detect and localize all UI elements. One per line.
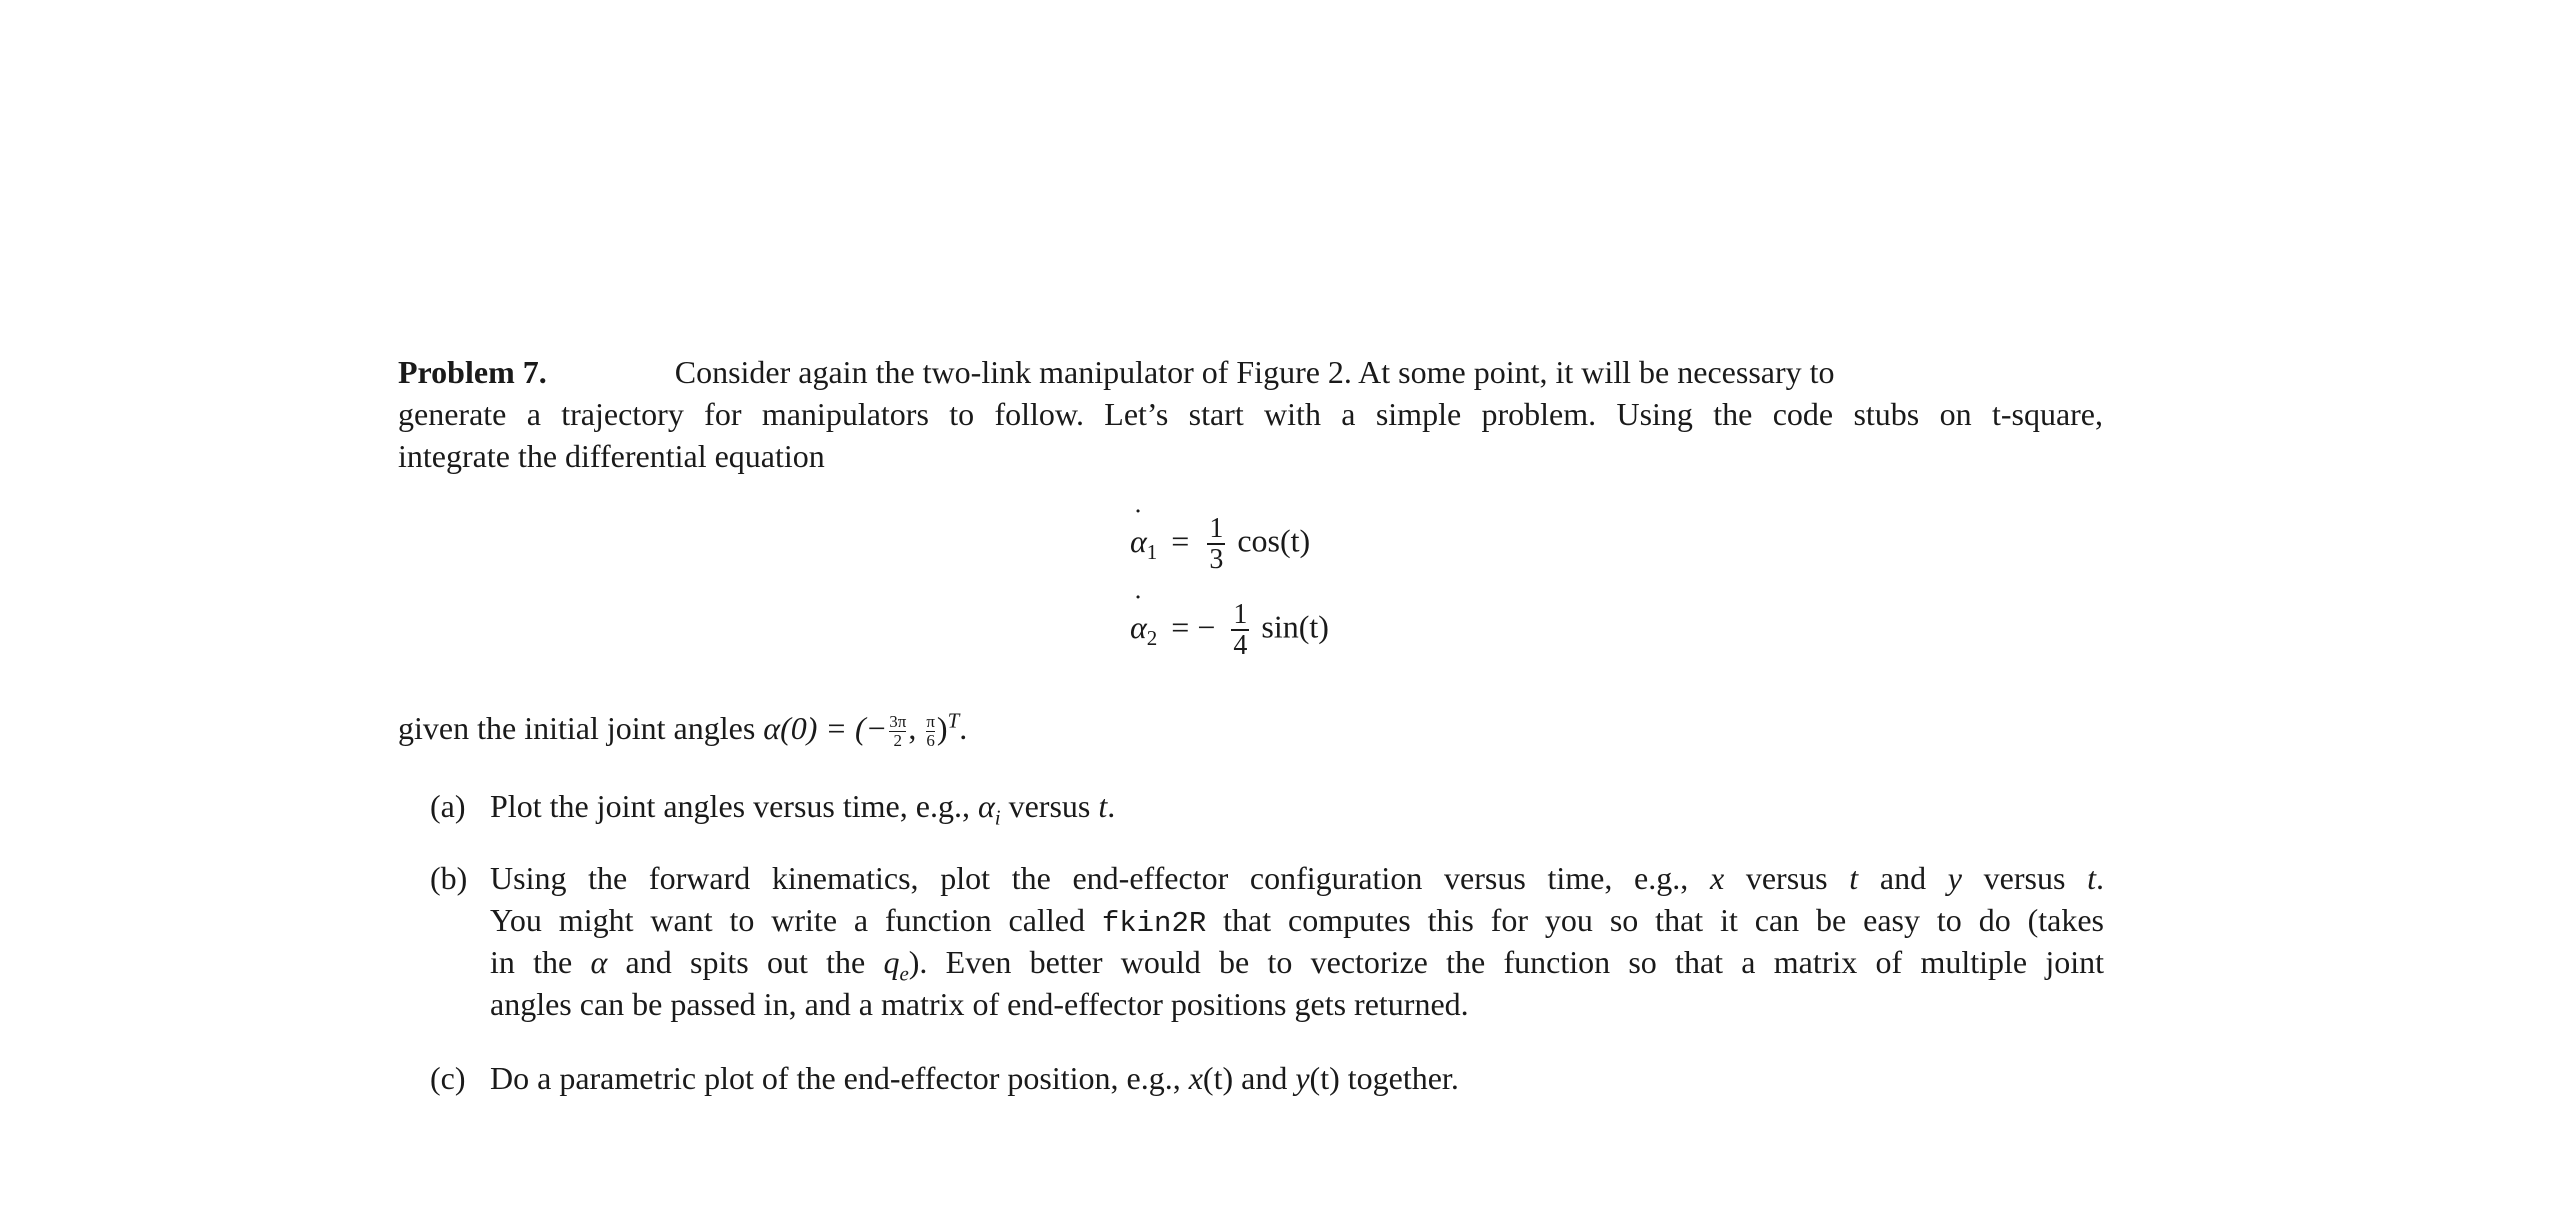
problem-heading: Problem 7. xyxy=(398,354,547,390)
item-a-label: (a) xyxy=(430,788,466,824)
initial-conditions-line xyxy=(398,708,968,751)
eq2-lhs-sub: 2 xyxy=(1146,626,1158,651)
initial-sup: T xyxy=(947,708,960,733)
eq1-rhs: cos(t) xyxy=(1237,522,1311,559)
eq1-lhs: ˙ α xyxy=(1130,523,1147,559)
initial-comma: , xyxy=(908,710,925,746)
initial-prefix: given the initial joint angles xyxy=(398,710,764,746)
intro-text-1: Consider again the two-link manipulator of Figure 2. At some point, it will be necessary to xyxy=(674,354,1835,390)
eq1-fraction: $\frac{1}{3}$ xyxy=(1209,513,1224,576)
eq2-equals: = − xyxy=(1171,608,1216,645)
item-c-text: Do a parametric plot of the end-effector position, e.g., x(t) and y(t) together. xyxy=(490,1060,1459,1096)
problem-intro-line-3: integrate the differential equation xyxy=(398,438,825,474)
eq2-fraction: $\frac{1}{4}$ xyxy=(1233,599,1248,662)
initial-close: ) xyxy=(936,710,948,746)
item-c-label: (c) xyxy=(430,1060,466,1096)
problem-intro-line-2: generate a trajectory for manipulators to follow. Let’s start with a simple problem. Using the code stubs on t-square, xyxy=(398,396,2103,432)
eq1-lhs-sub: 1 xyxy=(1146,540,1158,565)
item-a-text: Plot the joint angles versus time, e.g., $\alpha_i$ versus t. xyxy=(490,788,1116,830)
item-b-label: (b) xyxy=(430,860,468,896)
equation-1 xyxy=(1130,514,1310,575)
item-b-line-2: You might want to write a function called fkin2R that computes this for you so that it can be easy to do (takes xyxy=(490,902,2104,940)
equation-2 xyxy=(1130,600,1329,661)
eq1-equals: = xyxy=(1171,522,1190,559)
item-b-line-4: angles can be passed in, and a matrix of end-effector positions gets returned. xyxy=(490,986,1469,1022)
initial-frac-2: $\frac{\pi}{6}$ xyxy=(926,712,935,751)
eq2-lhs: ˙ α xyxy=(1130,609,1147,645)
initial-alpha-expr: α(0) = (− xyxy=(763,710,888,746)
eq2-rhs: sin(t) xyxy=(1261,608,1329,645)
problem-intro-line-1 xyxy=(398,356,1835,388)
fkin2r-code: fkin2R xyxy=(1101,907,1207,940)
initial-frac-1: $\frac{3\pi}{2}$ xyxy=(889,712,907,751)
initial-period: . xyxy=(959,710,968,746)
item-b-line-3: in the α and spits out the $q_e$). Even better would be to vectorize the function so that a matrix of multiple joint xyxy=(490,944,2105,986)
item-b-line-1: Using the forward kinematics, plot the end-effector configuration versus time, e.g., x versus t and y versus t. xyxy=(490,860,2105,896)
